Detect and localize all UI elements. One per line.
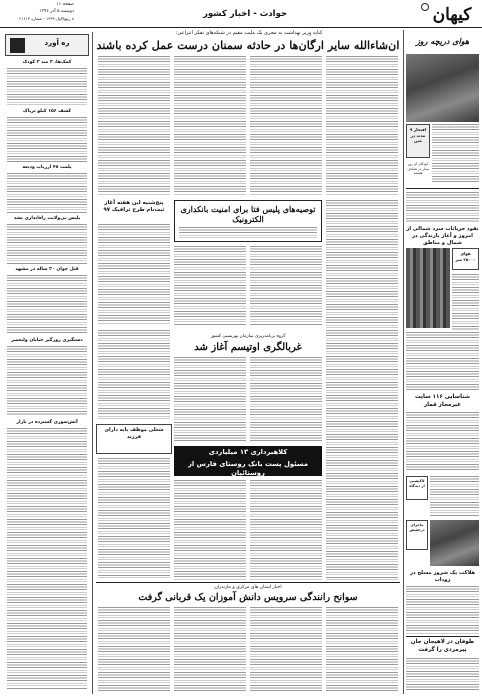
right-headline-1: نفوذ جریانات سرد شمالی از امروز و آغاز بارندگی در شمال و مناطق [406, 226, 479, 246]
col-text-2 [7, 173, 87, 213]
small-label-1: لاکپشتی از دیدگاه [409, 479, 425, 488]
col-head-4: قتل جوان ۲۰ ساله در مشهد [15, 267, 79, 272]
kicker-2: گروه برنامه‌ریزی سازمان بهزیستی کشور [210, 334, 286, 339]
bottom-divider [96, 582, 400, 583]
col-text-4 [7, 275, 87, 335]
col-head-5: دستگیری زورگیر خیابان ولیعصر [11, 338, 83, 343]
quote-text: افتخار ۹ مدت در مین [409, 127, 427, 143]
photo-caption-text [432, 124, 479, 184]
right-text-3 [406, 332, 479, 392]
right-text-2 [452, 274, 479, 330]
box-1-text [98, 458, 170, 578]
tall-photo [406, 248, 450, 328]
small-label-box-2 [406, 520, 428, 550]
sub-text [98, 224, 170, 324]
banner-box [174, 200, 322, 242]
right-headline-4: طوفان در لاهیجان جان پیرمردی را گرفت [410, 639, 475, 653]
col-head-1: کشف ۱۵۶ کیلو تریاک [22, 109, 72, 114]
bottom-text-3 [250, 607, 322, 693]
middle-text-2 [250, 246, 322, 326]
col-head-2: پلمب ۴۸ ارزیاب ودیعه [22, 165, 72, 170]
crowd-photo [406, 54, 479, 122]
dark-box [174, 446, 322, 476]
bottom-right-photo [430, 520, 479, 566]
feature-box [5, 34, 89, 56]
right-divider-1 [406, 188, 479, 189]
right-divider-2 [406, 636, 479, 637]
right-headline-2: شناسایی ۱۱۶ سایت غیرمجاز قمار [414, 394, 471, 408]
feature-icon [10, 38, 25, 53]
right-text-4 [406, 412, 479, 472]
main-headline: ان‌شاءالله سایر ارگان‌ها در حادثه سمنان درست عمل کرده باشند [96, 38, 400, 52]
dark-box-text-2 [250, 480, 322, 580]
main-text-col-1 [98, 56, 170, 196]
right-text-1 [406, 192, 479, 222]
page-number: صفحه ۱۱ [56, 2, 74, 7]
small-label-box-1 [406, 476, 428, 500]
col-text-5 [7, 346, 87, 416]
feature-title: ره آورد [44, 39, 70, 47]
col-text-1 [7, 117, 87, 162]
date-line: دوشنبه ۵ آذر ۱۳۹۶ [39, 9, 74, 14]
banner-headline: توصیه‌های پلیس فتا برای امنیت بانکداری الکترونیک [180, 204, 316, 224]
temp-label-box [452, 248, 479, 270]
middle-text-1 [174, 246, 246, 326]
right-text-5 [430, 476, 479, 516]
quote-box [406, 124, 430, 158]
col-head-3: پلیس بی‌ولایت راه‌اندازی نشد [13, 216, 81, 221]
photo-caption: کودکان آن روز بیمار در تصادف هستند [407, 162, 429, 175]
bottom-kicker: اخبار استان های مرکزی و مازندران [214, 585, 282, 590]
feature-logo-box [406, 32, 479, 52]
main-text-col-4 [326, 56, 398, 196]
banner-text [179, 227, 317, 240]
sidebar-text [7, 68, 87, 106]
crime-text-1 [174, 357, 246, 442]
right-column [403, 30, 480, 694]
masthead [0, 0, 482, 28]
right-text-7 [406, 658, 479, 692]
section-title: حوادث - اخبار کشور [202, 9, 288, 19]
crime-text-2 [250, 357, 322, 442]
right-headline-3: هلاکت یک شرور مسلح در روداب [409, 570, 476, 583]
box-headline-2: کلاهبرداری ۱۳ میلیاردی [208, 448, 288, 456]
bottom-headline: سوانح رانندگی سرویس دانش آموزان یک قربانی گرفت [138, 592, 358, 603]
left-mid-text [98, 330, 170, 420]
temp-label: هوای ۲۵۰۰۰ متر [455, 251, 476, 262]
feature-logo: هوای دریچه روز [415, 36, 470, 46]
dark-box-headline: مسئول پست بانک روستای فارس از روستائیان [187, 460, 309, 477]
box-headline-1: شغلی موظف پایه دارای فرزند [104, 427, 164, 440]
sidebar-headline: کمک‌ها، ۳ صد ۳ کودک [22, 60, 72, 65]
col-text-3 [7, 224, 87, 264]
issue-line: ۸ ربیع‌الاول ۱۴۳۹ - شماره ۲۱۶۱۳ [19, 16, 74, 21]
col-head-6: آتش‌سوزی گسترده در بازار [16, 420, 78, 425]
right-text-6 [406, 586, 479, 634]
main-text-col-2 [174, 56, 246, 196]
center-text-1 [326, 200, 398, 580]
crime-headline: غربالگری اوتیسم آغاز شد [194, 342, 302, 353]
dark-box-text-1 [174, 480, 246, 580]
newspaper-logo: کیهان [432, 5, 472, 25]
bottom-text-4 [326, 607, 398, 693]
bottom-text-2 [174, 607, 246, 693]
sub-headline: پنج‌شنبه این هفته آغاز ثبت‌نام طرح ترافیک ۹۷ [103, 200, 165, 213]
main-kicker: کنایه وزیر بهداشت به مجری یک ملیت مقیم در شبکه‌های تفکر انتزاعی: [175, 30, 323, 36]
small-label-2: ماجرای درخشش [409, 523, 425, 532]
box-1 [96, 424, 172, 454]
main-text-col-3 [250, 56, 322, 196]
bottom-text-1 [98, 607, 170, 693]
col-text-6 [7, 428, 87, 690]
left-column [3, 32, 93, 694]
